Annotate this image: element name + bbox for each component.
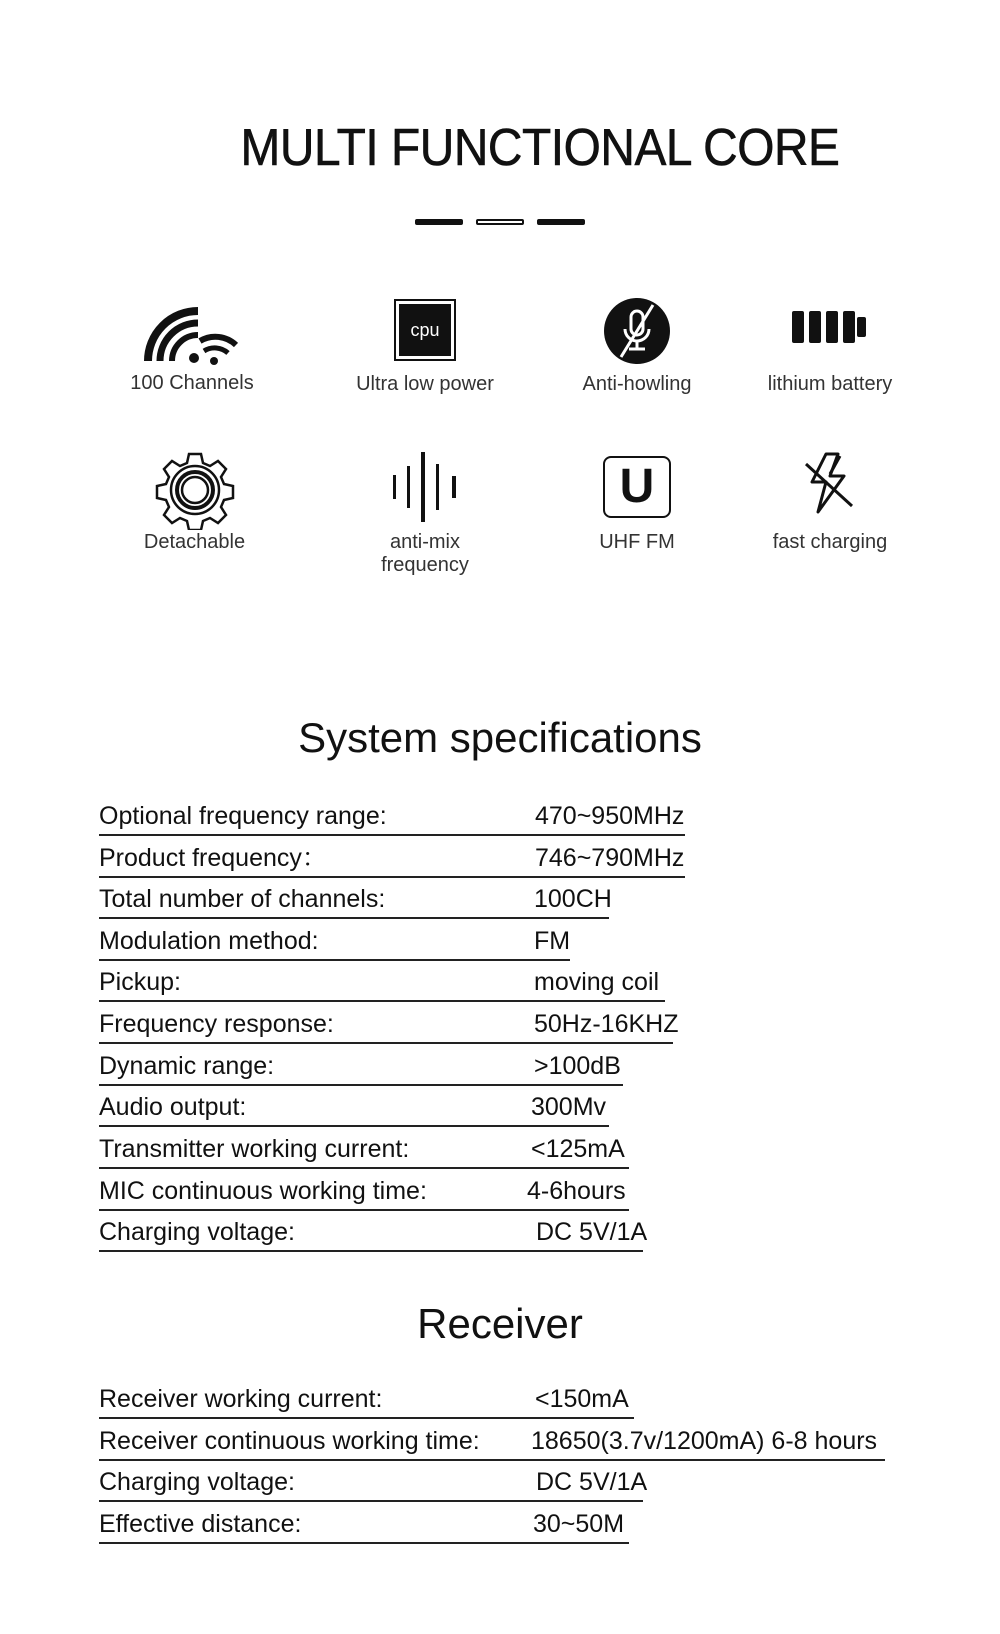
- spec-row: [99, 1176, 629, 1210]
- spec-key: Transmitter working current:: [99, 1135, 410, 1163]
- spec-value: 746~790MHz: [535, 844, 685, 872]
- spec-value: 50Hz-16KHZ: [534, 1010, 679, 1038]
- spec-underline: [99, 1500, 643, 1502]
- feature-100-channels: [112, 295, 272, 405]
- battery-icon: [790, 307, 870, 347]
- spec-underline: [99, 1084, 623, 1086]
- spec-underline: [99, 876, 685, 878]
- wifi-signal-icon: [142, 303, 242, 373]
- feature-label: 100 Channels: [130, 372, 254, 394]
- spec-underline: [99, 1125, 609, 1127]
- spec-row: [99, 1134, 629, 1168]
- feature-label: fast charging: [772, 531, 888, 553]
- title-divider-right: [537, 219, 585, 225]
- title-divider-middle: [476, 219, 524, 225]
- spec-underline: [99, 917, 609, 919]
- receiver-row: [99, 1509, 629, 1543]
- spec-value: FM: [534, 927, 571, 955]
- spec-row: [99, 967, 665, 1001]
- feature-label: Ultra low power: [356, 373, 494, 395]
- spec-underline: [99, 1417, 634, 1419]
- feature-detachable: [112, 450, 277, 560]
- sound-wave-icon: [390, 452, 460, 522]
- receiver-row: [99, 1426, 885, 1460]
- feature-ultra-low-power: [340, 295, 510, 405]
- cpu-icon: [394, 299, 456, 361]
- spec-value: moving coil: [534, 968, 660, 996]
- spec-underline: [99, 1459, 885, 1461]
- spec-underline: [99, 1250, 643, 1252]
- spec-value: 100CH: [534, 885, 612, 913]
- spec-key: Total number of channels:: [99, 885, 386, 913]
- spec-key: Charging voltage:: [99, 1218, 295, 1246]
- spec-value: 30~50M: [533, 1510, 625, 1538]
- spec-row: [99, 884, 612, 918]
- spec-key: Optional frequency range:: [99, 802, 387, 830]
- spec-key: Dynamic range:: [99, 1052, 275, 1080]
- spec-key: Modulation method:: [99, 927, 319, 955]
- feature-label: Anti-howling: [582, 373, 692, 395]
- gear-icon: [155, 450, 235, 530]
- spec-underline: [99, 834, 685, 836]
- feature-anti-mix-frequency: [340, 450, 510, 580]
- receiver-title: Receiver: [417, 1300, 583, 1347]
- title-divider-left: [415, 219, 463, 225]
- spec-row: [99, 1051, 623, 1085]
- feature-uhf-fm: [552, 450, 722, 560]
- spec-value: DC 5V/1A: [536, 1468, 648, 1496]
- feature-label: Detachable: [143, 531, 246, 553]
- spec-underline: [99, 1542, 629, 1544]
- spec-key: Frequency response:: [99, 1010, 334, 1038]
- spec-value: 470~950MHz: [535, 802, 685, 830]
- spec-value: <125mA: [531, 1135, 625, 1163]
- page-title: MULTI FUNCTIONAL CORE: [240, 119, 840, 177]
- lightning-icon: [800, 450, 860, 520]
- spec-key: Audio output:: [99, 1093, 247, 1121]
- spec-key: MIC continuous working time:: [99, 1177, 427, 1205]
- spec-underline: [99, 1167, 629, 1169]
- mic-muted-icon: [603, 297, 671, 365]
- spec-underline: [99, 1209, 629, 1211]
- spec-row: [99, 801, 685, 835]
- uhf-u-icon: U: [603, 456, 671, 518]
- spec-key: Receiver working current:: [99, 1385, 383, 1413]
- spec-underline: [99, 959, 570, 961]
- spec-row: [99, 843, 685, 877]
- spec-row: [99, 1009, 679, 1043]
- spec-value: 300Mv: [531, 1093, 607, 1121]
- feature-label-line2: frequency: [381, 554, 469, 576]
- system-specs-title: System specifications: [298, 714, 702, 761]
- spec-key: Pickup:: [99, 968, 181, 996]
- spec-key: Charging voltage:: [99, 1468, 295, 1496]
- feature-label: UHF FM: [599, 531, 675, 553]
- spec-key: Product frequency：: [99, 844, 327, 872]
- cpu-icon-text: cpu: [399, 304, 451, 356]
- feature-label: lithium battery: [767, 373, 893, 395]
- spec-row: [99, 926, 570, 960]
- spec-row: [99, 1217, 648, 1251]
- feature-label-line1: anti-mix: [389, 531, 460, 553]
- spec-underline: [99, 1042, 673, 1044]
- spec-value: >100dB: [534, 1052, 621, 1080]
- receiver-row: [99, 1384, 634, 1418]
- spec-value: DC 5V/1A: [536, 1218, 648, 1246]
- feature-fast-charging: [740, 450, 920, 560]
- feature-lithium-battery: [740, 295, 920, 405]
- spec-key: Effective distance:: [99, 1510, 302, 1538]
- spec-value: 4-6hours: [527, 1177, 626, 1205]
- spec-underline: [99, 1000, 665, 1002]
- feature-anti-howling: [552, 295, 722, 405]
- spec-row: [99, 1092, 609, 1126]
- spec-value: 18650(3.7v/1200mA) 6-8 hours: [531, 1427, 878, 1455]
- spec-value: <150mA: [535, 1385, 629, 1413]
- spec-key: Receiver continuous working time:: [99, 1427, 480, 1455]
- receiver-row: [99, 1467, 648, 1501]
